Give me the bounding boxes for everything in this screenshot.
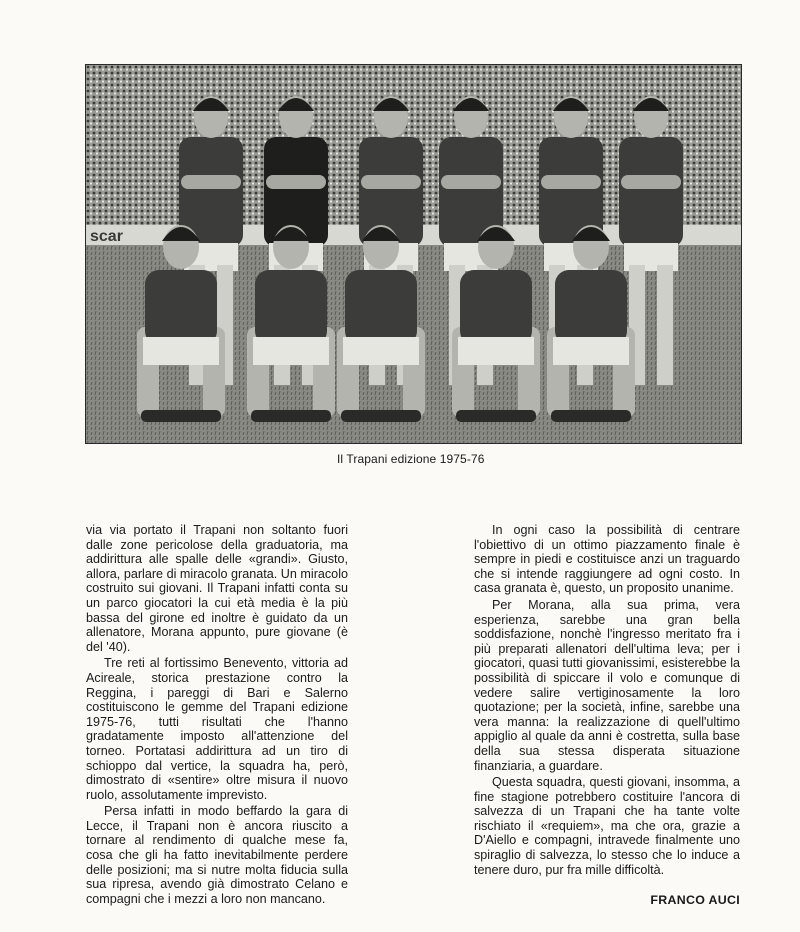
paragraph: Persa infatti in modo beffardo la gara di Lecce, il Trapani non è ancora riuscito a tornare al rendimento di qualche mese fa, cosa che gli ha fatto inevitabilmente perdere delle posizioni; ma si nutre molta fiducia sulla sua ripresa, avendo già dimostrato Celano e compagni che i mezzi a loro non mancano. — [86, 804, 348, 906]
team-photo — [85, 64, 742, 444]
svg-text:scar: scar — [90, 228, 123, 245]
paragraph: In ogni caso la possibilità di centrare l'obiettivo di un ottimo piazzamento finale è sempre in piedi e costituisce anzi un traguardo che si intende raggiungere ad ogni costo. In casa granata è, questo, un proposito unanime. — [474, 523, 740, 596]
team-photo-image — [86, 65, 741, 443]
paragraph: via via portato il Trapani non soltanto fuori dalle zone pericolose della graduatoria, ma addirittura alle spalle delle «grandi». Giusto, allora, parlare di miracolo granata. Un miracolo costruito sui giovani. Il Trapani infatti conta su un parco giocatori la cui età media è la più bassa del girone ed inoltre è guidato da un allenatore, Morana appunto, pure giovane (è del '40). — [86, 523, 348, 654]
paragraph: Tre reti al fortissimo Benevento, vittoria ad Acireale, storica prestazione contro la Reggina, i pareggi di Bari e Salerno costituiscono le gemme del Trapani edizione 1975-76, tutti risultati che l'hanno gradatamente imposto all'attenzione del torneo. Portatasi addirittura ad un tiro di schioppo dal vertice, la squadra ha, però, dimostrato di «sentire» oltre misura il nuovo ruolo, assolutamente imprevisto. — [86, 656, 348, 802]
photo-caption: Il Trapani edizione 1975-76 — [337, 452, 485, 466]
paragraph: Per Morana, alla sua prima, vera esperienza, sarebbe una gran bella soddisfazione, nonchè l'ingresso meritato fra i più preparati allenatori dell'ultima leva; per i giocatori, quasi tutti giovanissimi, esisterebbe la possibilità di spiccare il volo e comunque di vedere salire vertiginosamente la loro quotazione; per la società, infine, sarebbe una vera manna: la realizzazione di quell'ultimo appiglio al quale da anni è costretta, sulla base della sua stessa disperata situazione finanziaria, a guardare. — [474, 597, 740, 773]
author-signature: FRANCO AUCI — [650, 893, 740, 907]
article-left-column — [86, 523, 348, 908]
article-right-column — [474, 523, 740, 879]
paragraph: Questa squadra, questi giovani, insomma, a fine stagione potrebbero costituire l'ancora di salvezza di un Trapani che ha tante volte rischiato il «requiem», ma che ora, grazie a D'Aiello e compagni, intravede finalmente uno spiraglio di salvezza, lo stesso che lo induce a tenere duro, pur fra mille difficoltà. — [474, 775, 740, 877]
